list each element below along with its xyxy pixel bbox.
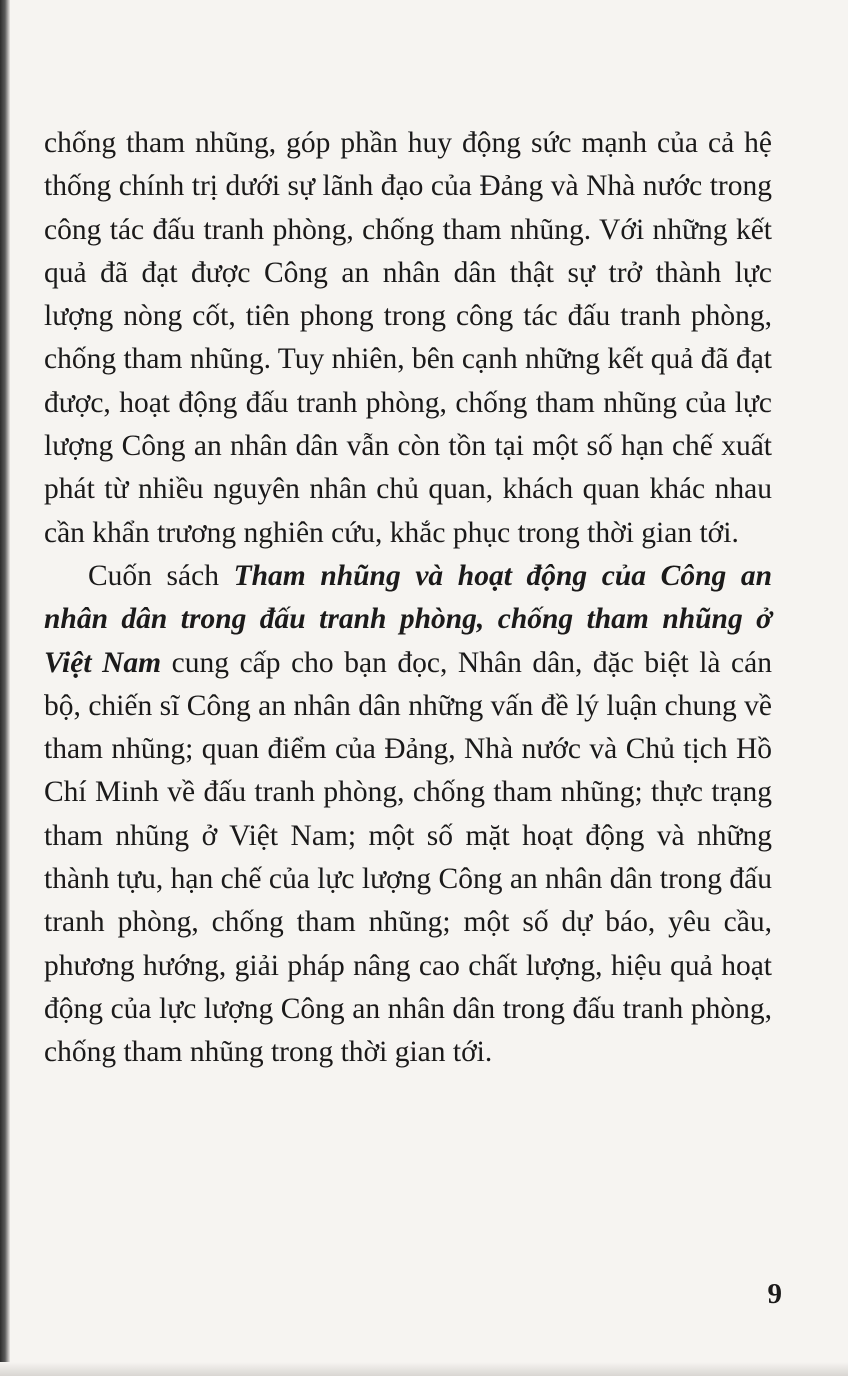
page-bottom-edge [0,1362,848,1376]
body-text [44,122,772,1075]
page-binding-edge [0,0,10,1376]
paragraph-body-text: cung cấp cho bạn đọc, Nhân dân, đặc biệt là cán bộ, chiến sĩ Công an nhân dân những vấn đề lý luận chung về tham nhũng; quan điểm của Đảng, Nhà nước và Chủ tịch Hồ Chí Minh về đấu tranh phòng, chống tham nhũng; thực trạng tham nhũng ở Việt Nam; một số mặt hoạt động và những thành tựu, hạn chế của lực lượng Công an nhân dân trong đấu tranh phòng, chống tham nhũng; một số dự báo, yêu cầu, phương hướng, giải pháp nâng cao chất lượng, hiệu quả hoạt động của lực lượng Công an nhân dân trong đấu tranh phòng, chống tham nhũng trong thời gian tới. [44,646,772,1069]
paragraph-book-description [44,555,772,1075]
page-number: 9 [767,1278,782,1310]
paragraph-lead-text: Cuốn sách [88,559,234,592]
paragraph-continuation: chống tham nhũng, góp phần huy động sức mạnh của cả hệ thống chính trị dưới sự lãnh đạo của Đảng và Nhà nước trong công tác đấu tranh phòng, chống tham nhũng. Với những kết quả đã đạt được Công an nhân dân thật sự trở thành lực lượng nòng cốt, tiên phong trong công tác đấu tranh phòng, chống tham nhũng. Tuy nhiên, bên cạnh những kết quả đã đạt được, hoạt động đấu tranh phòng, chống tham nhũng của lực lượng Công an nhân dân vẫn còn tồn tại một số hạn chế xuất phát từ nhiều nguyên nhân chủ quan, khách quan khác nhau cần khẩn trương nghiên cứu, khắc phục trong thời gian tới. [44,127,772,549]
book-title: Tham nhũng và hoạt động của Công an nhân dân trong đấu tranh phòng, chống tham nhũng ở Việt Nam [44,559,773,679]
